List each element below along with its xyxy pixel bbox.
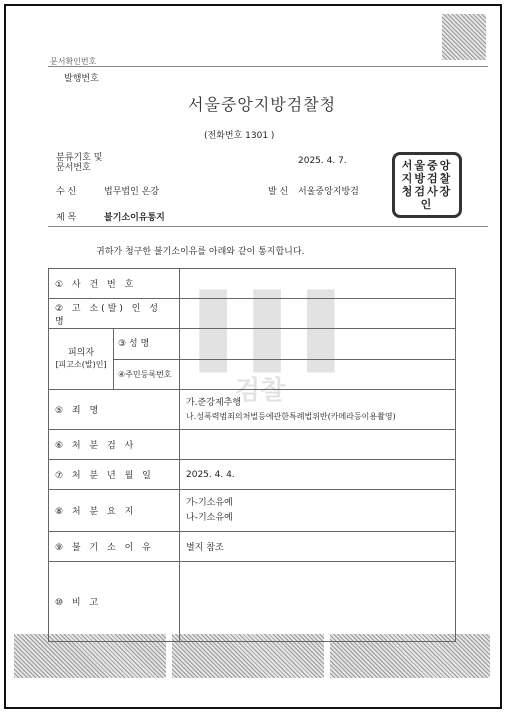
reason-label: ⑨ 불 기 소 이 유 bbox=[49, 532, 180, 562]
suspect-sublabel: [피고소(발)인] bbox=[55, 360, 107, 369]
disposal-date-value: 2025. 4. 4. bbox=[180, 460, 456, 490]
disposal-summary-2: 나-기소유예 bbox=[186, 512, 233, 523]
intro-text: 귀하가 청구한 불기소이유를 아래와 같이 통지합니다. bbox=[96, 247, 305, 257]
phone-number: (전화번호 1301 ) bbox=[204, 131, 275, 141]
complainant-label: ② 고 소(발) 인 성 명 bbox=[49, 299, 180, 329]
name-value bbox=[180, 329, 456, 360]
disposal-prosecutor-label: ⑥ 처 분 검 사 bbox=[49, 430, 180, 460]
rrn-label: ④주민등록번호 bbox=[118, 370, 172, 379]
watermark-text: 검찰 bbox=[235, 376, 286, 406]
disposal-summary-label: ⑧ 처 분 요 지 bbox=[49, 490, 180, 532]
reason-value: 별지 참조 bbox=[180, 532, 456, 562]
subject-value: 불기소이유통지 bbox=[104, 213, 165, 223]
seal-text: 서울중앙지방검찰청검사장인 bbox=[401, 159, 453, 211]
disposal-date-label: ⑦ 처 분 년 월 일 bbox=[49, 460, 180, 490]
qr-code-top-right bbox=[442, 14, 486, 60]
sender-label: 발 신 bbox=[268, 187, 289, 197]
complainant-value bbox=[180, 299, 456, 329]
doc-confirm-label: 문서확인번호 bbox=[50, 57, 97, 66]
notice-table bbox=[48, 268, 456, 642]
classification-label-1: 분류기호 및 bbox=[56, 153, 103, 163]
sender-value: 서울중앙지방검 bbox=[298, 187, 359, 197]
document-date: 2025. 4. 7. bbox=[298, 156, 347, 166]
official-seal bbox=[392, 152, 462, 218]
disposal-prosecutor-value bbox=[180, 430, 456, 460]
crime-item-1: 가.준강제추행 bbox=[186, 397, 242, 408]
suspect-cell bbox=[49, 329, 180, 390]
remarks-value bbox=[180, 562, 456, 642]
case-no-label: ① 사 건 번 호 bbox=[49, 269, 180, 299]
rrn-value bbox=[180, 360, 456, 390]
subject-label: 제 목 bbox=[56, 213, 77, 223]
office-title: 서울중앙지방검찰청 bbox=[188, 95, 337, 114]
remarks-label: ⑩ 비 고 bbox=[49, 562, 180, 642]
case-no-value bbox=[180, 269, 456, 299]
recipient-label: 수 신 bbox=[56, 187, 77, 197]
suspect-label: 피의자 bbox=[67, 348, 95, 358]
subject-rule bbox=[48, 226, 488, 227]
classification-label-2: 문서번호 bbox=[56, 163, 91, 173]
name-label: ③ 성 명 bbox=[114, 329, 179, 360]
crime-label: ⑤ 죄 명 bbox=[49, 390, 180, 430]
recipient-value: 법무법인 온강 bbox=[104, 187, 160, 197]
header-rule bbox=[48, 66, 488, 67]
watermark: ▌▌▌ bbox=[200, 290, 362, 372]
crime-item-2: 나.성폭력범죄의처벌등에관한특례법위반(카메라등이용촬영) bbox=[186, 411, 396, 421]
disposal-summary-1: 가-기소유예 bbox=[186, 497, 233, 508]
issue-no-label: 발행번호 bbox=[64, 74, 99, 84]
